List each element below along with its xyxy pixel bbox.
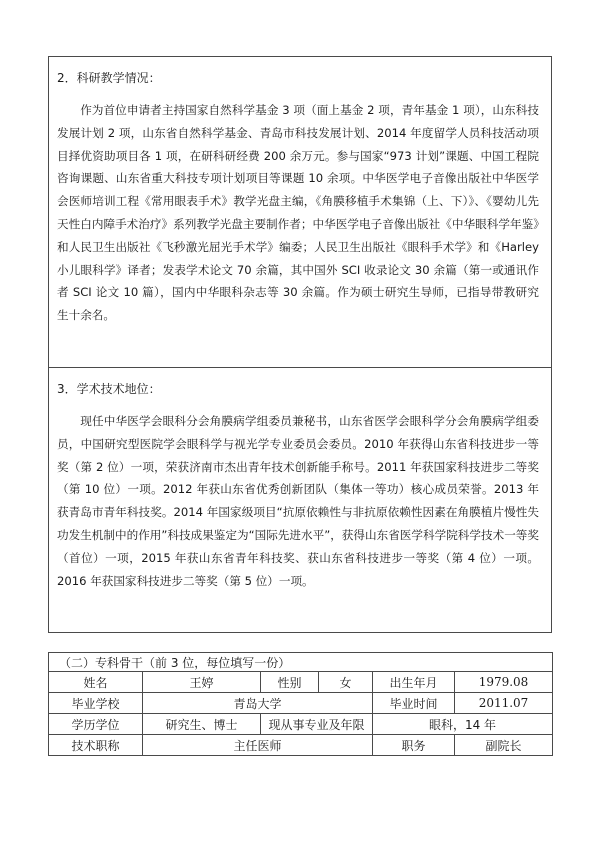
degree-value: 研究生、博士: [143, 714, 261, 735]
table-row: [49, 714, 553, 735]
birth-label: 出生年月: [373, 672, 455, 693]
table-row: [49, 693, 553, 714]
gender-label: 性别: [261, 672, 319, 693]
name-label: 姓名: [49, 672, 143, 693]
position-value: 副院长: [455, 735, 553, 756]
table-row: [49, 672, 553, 693]
school-label: 毕业学校: [49, 693, 143, 714]
research-teaching-body: 作为首位申请者主持国家自然科学基金 3 项（面上基金 2 项，青年基金 1 项），山东科技发展计划 2 项，山东省自然科学基金、青岛市科技发展计划、2014 年度留学人员科技活动项目择优资助项目各 1 项，在研科研经费 200 余万元。参与国家“973 计划”课题、中国工程院咨询课题、山东省重大科技专项计划项目等课题 10 余项。中华医学电子音像出版社中华医学会医师培训工程《常用眼表手术》教学光盘主编，《角膜移植手术集锦（上、下）》、《婴幼儿先天性白内障手术治疗》系列教学光盘主要制作者；中华医学电子音像出版社《中华眼科学年鉴》和人民卫生出版社《飞秒激光屈光手术学》编委；人民卫生出版社《眼科手术学》和《Harley 小儿眼科学》译者；发表学术论文 70 余篇，其中国外 SCI 收录论文 30 余篇（第一或通讯作者 SCI 论文 10 篇），国内中华眼科杂志等 30 余篇。作为硕士研究生导师，已指导带教研究生十余名。: [57, 103, 539, 323]
name-value: 王婷: [143, 672, 261, 693]
birth-value: 1979.08: [455, 672, 553, 693]
table-title: （二）专科骨干（前 3 位，每位填写一份）: [49, 653, 553, 672]
graduation-label: 毕业时间: [373, 693, 455, 714]
school-value: 青岛大学: [143, 693, 373, 714]
degree-label: 学历学位: [49, 714, 143, 735]
research-teaching-section: [48, 56, 552, 368]
academic-status-heading: 3．学术技术地位：: [57, 382, 161, 396]
table-title-row: [49, 653, 553, 672]
specialist-info-table: [48, 652, 553, 756]
research-teaching-heading: 2．科研教学情况：: [57, 71, 161, 85]
academic-status-section: [48, 368, 552, 633]
title-label: 技术职称: [49, 735, 143, 756]
specialty-label: 现从事专业及年限: [261, 714, 373, 735]
gender-value: 女: [319, 672, 373, 693]
table-row: [49, 735, 553, 756]
graduation-value: 2011.07: [455, 693, 553, 714]
academic-status-body: 现任中华医学会眼科分会角膜病学组委员兼秘书，山东省医学会眼科学分会角膜病学组委员，中国研究型医院学会眼科学与视光学专业委员会委员。2010 年获得山东省科技进步一等奖（第 2 位）一项，荣获济南市杰出青年技术创新能手称号。2011 年获国家科技进步二等奖（第 10 位）一项。2012 年获山东省优秀创新团队（集体一等功）核心成员荣誉。2013 年获青岛市青年科技奖。2014 年国家级项目“抗原依赖性与非抗原依赖性因素在角膜植片慢性失功发生机制中的作用”科技成果鉴定为“国际先进水平”，获得山东省医学科学院科学技术一等奖（首位）一项，2015 年获山东省青年科技奖、获山东省科技进步一等奖（第 4 位）一项。 2016 年获国家科技进步二等奖（第 5 位）一项。: [57, 414, 539, 588]
title-value: 主任医师: [143, 735, 373, 756]
position-label: 职务: [373, 735, 455, 756]
specialty-value: 眼科，14 年: [373, 714, 553, 735]
